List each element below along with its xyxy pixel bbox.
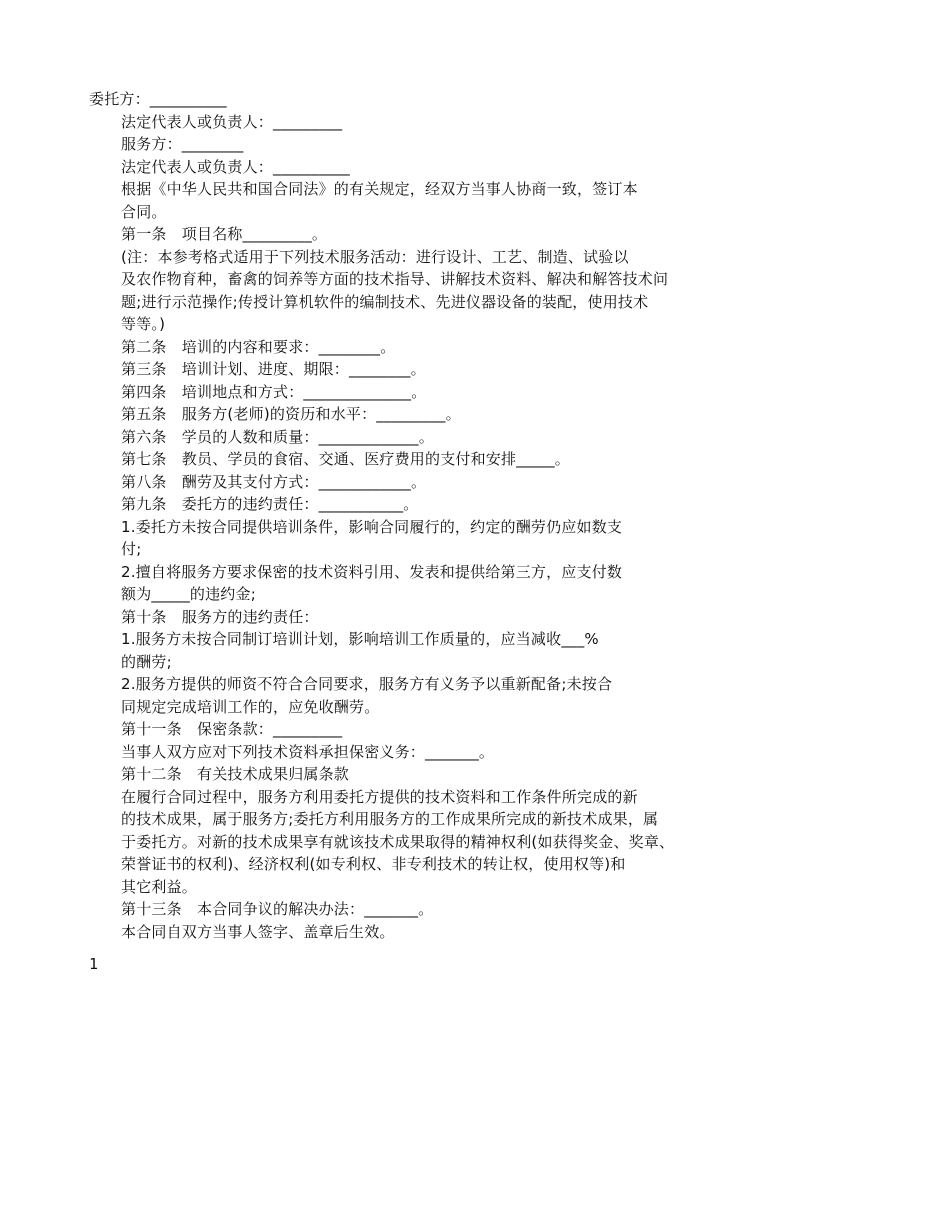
legal-rep-line: 法定代表人或负责人：__________ xyxy=(121,158,351,176)
article-line: 第八条 酬劳及其支付方式：____________。 xyxy=(121,473,427,491)
clause-line: 1.服务方未按合同制订培训计划，影响培训工作质量的，应当减收___% xyxy=(121,630,599,648)
clause-line: 1.委托方未按合同提供培训条件，影响合同履行的，约定的酬劳仍应如数支 xyxy=(121,518,623,536)
note-line: 及农作物育种，畜禽的饲养等方面的技术指导、讲解技术资料、解决和解答技术问 xyxy=(121,270,669,288)
entrusting-party-line: 委托方：__________ xyxy=(89,90,227,108)
effective-clause-line: 本合同自双方当事人签字、盖章后生效。 xyxy=(121,923,395,941)
clause-line: 于委托方。对新的技术成果享有就该技术成果取得的精神权利(如获得奖金、奖章、 xyxy=(121,833,675,851)
article-line: 第七条 教员、学员的食宿、交通、医疗费用的支付和安排_____。 xyxy=(121,450,570,468)
article-line: 第一条 项目名称_________。 xyxy=(121,225,328,243)
clause-line: 额为_____的违约金; xyxy=(121,585,256,603)
article-line: 第十二条 有关技术成果归属条款 xyxy=(121,765,350,783)
note-line: 题;进行示范操作;传授计算机软件的编制技术、先进仪器设备的装配，使用技术 xyxy=(121,293,649,311)
page-number: 1 xyxy=(89,955,99,973)
service-party-line: 服务方：________ xyxy=(121,135,244,153)
legal-rep-line: 法定代表人或负责人：_________ xyxy=(121,113,343,131)
article-line: 第六条 学员的人数和质量：_____________。 xyxy=(121,428,434,446)
clause-line: 2.擅自将服务方要求保密的技术资料引用、发表和提供给第三方，应支付数 xyxy=(121,563,623,581)
article-line: 第十一条 保密条款：_________ xyxy=(121,720,343,738)
clause-line: 2.服务方提供的师资不符合合同要求，服务方有义务予以重新配备;未按合 xyxy=(121,675,613,693)
clause-line: 其它利益。 xyxy=(121,878,198,896)
clause-line: 付; xyxy=(121,540,142,558)
clause-line: 的酬劳; xyxy=(121,653,172,671)
article-line: 第九条 委托方的违约责任：___________。 xyxy=(121,495,419,513)
clause-line: 荣誉证书的权利)、经济权利(如专利权、非专利技术的转让权，使用权等)和 xyxy=(121,855,626,873)
clause-line: 在履行合同过程中，服务方利用委托方提供的技术资料和工作条件所完成的新 xyxy=(121,788,638,806)
article-line: 第二条 培训的内容和要求：________。 xyxy=(121,338,396,356)
article-line: 第四条 培训地点和方式：______________。 xyxy=(121,383,427,401)
article-line: 第十条 服务方的违约责任： xyxy=(121,608,319,626)
clause-line: 同规定完成培训工作的，应免收酬劳。 xyxy=(121,698,380,716)
preamble-line: 合同。 xyxy=(121,203,167,221)
preamble-line: 根据《中华人民共和国合同法》的有关规定，经双方当事人协商一致，签订本 xyxy=(121,180,638,198)
note-line: 等等。) xyxy=(121,315,166,333)
article-line: 第五条 服务方(老师)的资历和水平：_________。 xyxy=(121,405,461,423)
article-line: 第十三条 本合同争议的解决办法：_______。 xyxy=(121,900,434,918)
note-line: (注：本参考格式适用于下列技术服务活动：进行设计、工艺、制造、试验以 xyxy=(121,248,629,266)
clause-line: 的技术成果，属于服务方;委托方利用服务方的工作成果所完成的新技术成果，属 xyxy=(121,810,659,828)
clause-line: 当事人双方应对下列技术资料承担保密义务：_______。 xyxy=(121,743,495,761)
article-line: 第三条 培训计划、进度、期限：________。 xyxy=(121,360,426,378)
